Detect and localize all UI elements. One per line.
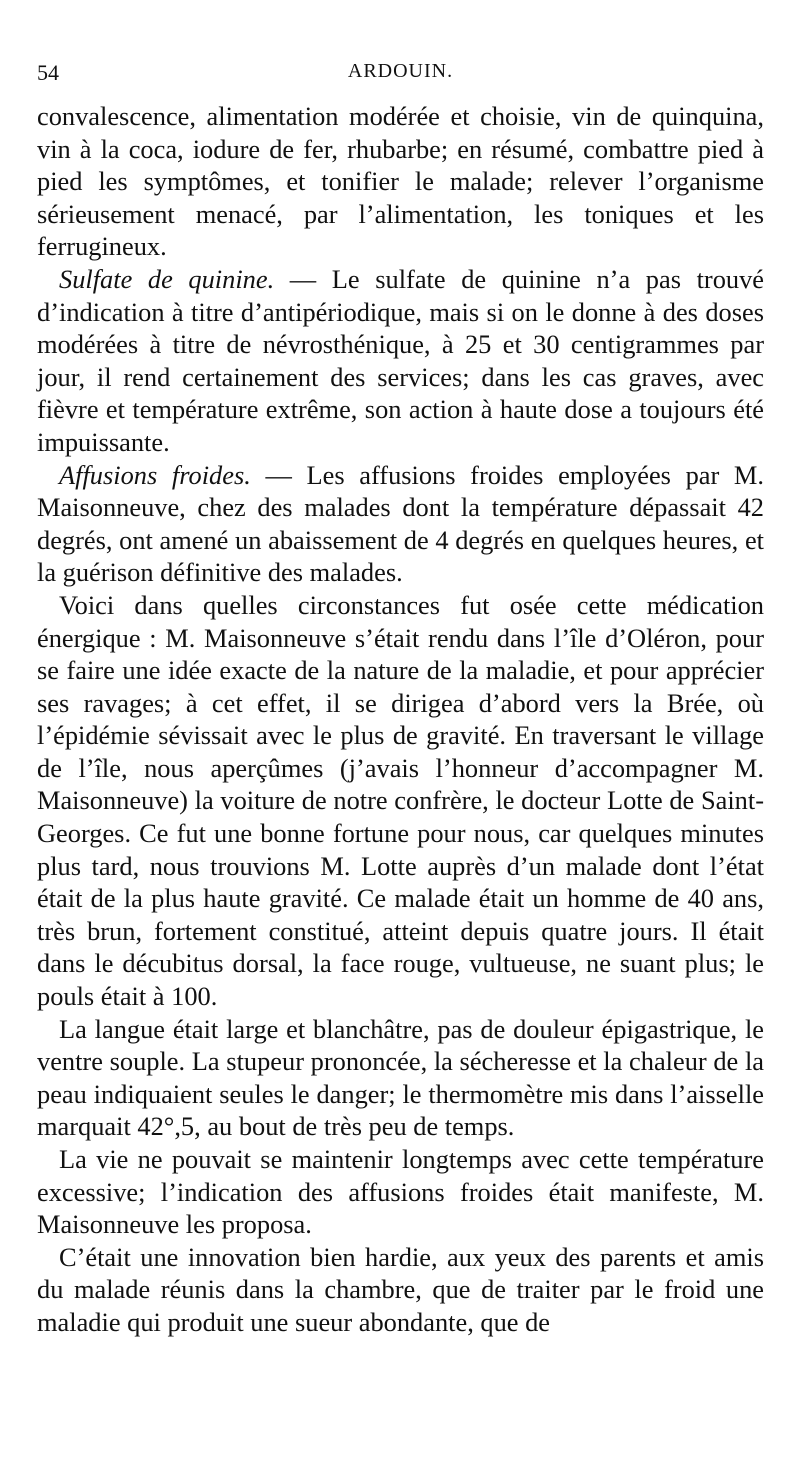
running-head: ARDOUIN. bbox=[347, 60, 454, 82]
paragraph-text: La langue était large et blanchâtre, pas de douleur épigastrique, le ventre souple. La stupeur prononcée, la sécheresse et la chaleur de la peau indiquaient seules le danger; le thermomètre mis dans l’aisselle marquait 42°,5, au bout de très peu de temps. bbox=[37, 1013, 764, 1142]
paragraph-text: La vie ne pouvait se maintenir longtemps avec cette température excessive; l’indication des affusions froides était manifeste, M. Maisonneuve les proposa. bbox=[37, 1144, 764, 1240]
page-header bbox=[37, 60, 764, 90]
paragraph-text: — Les affusions froides employées par M. Maisonneuve, chez des malades dont la température dépassait 42 degrés, ont amené un abaissement de 4 degrés en quelques heures, et la guérison définitive des malades. bbox=[37, 459, 764, 588]
body-text bbox=[37, 100, 764, 1339]
paragraph-text: — Le sulfate de quinine n’a pas trouvé d’indication à titre d’antipériodique, mais si on le donne à des doses modérées à titre de névrosthénique, à 25 et 30 centigrammes par jour, il rend certainement des services; dans les cas graves, avec fièvre et température extrême, son action à haute dose a toujours été impuissante. bbox=[37, 263, 764, 457]
paragraph-quinine-sulfate bbox=[37, 263, 764, 459]
paragraph-symptoms bbox=[37, 1013, 764, 1143]
paragraph-cold-affusions bbox=[37, 459, 764, 589]
paragraph-treatment-summary bbox=[37, 100, 764, 263]
paragraph-circumstances bbox=[37, 589, 764, 1013]
section-lead-quinine: Sulfate de quinine. bbox=[59, 263, 275, 294]
paragraph-text: Voici dans quelles circonstances fut osée cette médication énergique : M. Maisonneuve s’était rendu dans l’île d’Oléron, pour se faire une idée exacte de la nature de la maladie, et pour apprécier ses ravages; à cet effet, il se dirigea d’abord vers la Brée, où l’épidémie sévissait avec le plus de gravité. En traversant le village de l’île, nous aperçûmes (j’avais l’honneur d’accompagner M. Maisonneuve) la voiture de notre confrère, le docteur Lotte de Saint-Georges. Ce fut une bonne fortune pour nous, car quelques minutes plus tard, nous trouvions M. Lotte auprès d’un malade dont l’état était de la plus haute gravité. Ce malade était un homme de 40 ans, très brun, fortement constitué, atteint depuis quatre jours. Il était dans le décubitus dorsal, la face rouge, vultueuse, ne suant plus; le pouls était à 100. bbox=[37, 589, 764, 1012]
paragraph-indication bbox=[37, 1143, 764, 1241]
paragraph-text: C’était une innovation bien hardie, aux yeux des parents et amis du malade réunis dans la chambre, que de traiter par le froid une maladie qui produit une sueur abondante, que de bbox=[37, 1241, 764, 1337]
paragraph-innovation bbox=[37, 1241, 764, 1339]
page-number: 54 bbox=[37, 60, 59, 85]
section-lead-affusions: Affusions froides. bbox=[59, 459, 251, 490]
paragraph-text: convalescence, alimentation modérée et choisie, vin de quinquina, vin à la coca, iodure de fer, rhubarbe; en résumé, combattre pied à pied les symptômes, et tonifier le malade; relever l’organisme sérieusement menacé, par l’alimentation, les toniques et les ferrugineux. bbox=[37, 101, 764, 262]
